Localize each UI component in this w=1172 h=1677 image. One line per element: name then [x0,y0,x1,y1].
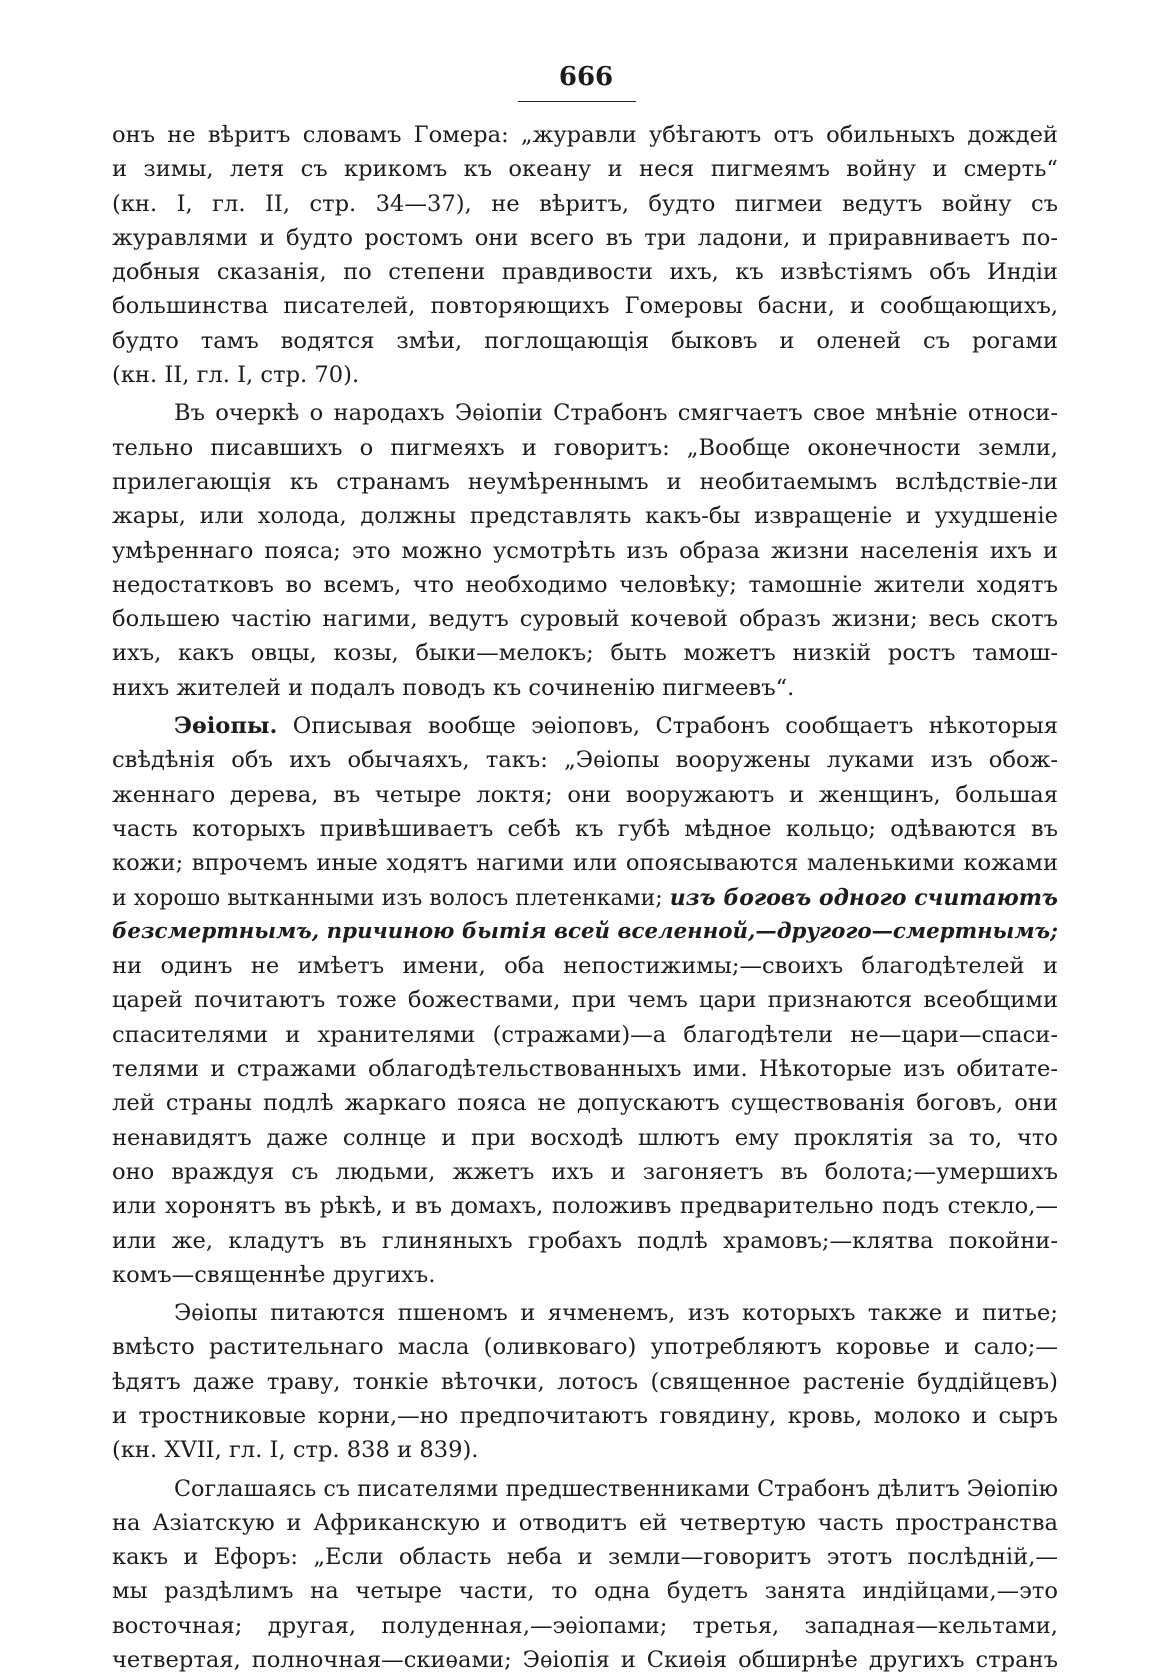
line-text: или хоронятъ въ рѣкѣ, и въ домахъ, положивъ предварительно подъ стекло,— [112,1193,1058,1220]
text-line [112,534,1058,568]
header-rule [518,101,636,102]
text-line [112,1052,1058,1086]
line-text: и тростниковые корни,—но предпочитаютъ говядину, кровь, молоко и сыръ [112,1402,1058,1429]
text-line [112,1258,1058,1292]
text-line [112,255,1058,289]
line-text: добныя сказанія, по степени правдивости ихъ, къ извѣстіямъ объ Индіи [112,259,1058,286]
body-text [112,118,1058,1677]
line-text: (кн. I, гл. II, стр. 34—37), не вѣритъ, будто пигмеи ведутъ войну съ [112,190,1058,217]
text-line [112,1574,1058,1608]
line-text: спасителями и хранителями (стражами)—а благодѣтели не—цари—спаси- [112,1021,1058,1048]
line-text: умѣреннаго пояса; это можно усмотрѣть изъ образа жизни населенія ихъ и [112,537,1058,564]
line-text: жары, или холода, должны представлять какъ-бы извращеніе и ухудшеніе [112,503,1058,530]
bold-heading: Эѳіопы. [174,713,278,740]
text-line [112,671,1058,705]
page-number: 666 [558,62,614,92]
line-text: или же, кладутъ въ глиняныхъ гробахъ подлѣ храмовъ;—клятва покойни- [112,1227,1058,1254]
line-text: четвертая, полночная—скиѳами; Эѳіопія и Скиѳія обширнѣе другихъ странъ [112,1647,1058,1674]
text-line [112,602,1058,636]
text-line [112,636,1058,670]
text-line [112,1506,1058,1540]
line-text: прилегающія къ странамъ неумѣреннымъ и необитаемымъ вслѣдствіе-ли [112,468,1058,495]
text-line [112,881,1058,915]
line-text: Эѳіопы питаются пшеномъ и ячменемъ, изъ которыхъ также и питье; [174,1300,1058,1327]
text-line [112,983,1058,1017]
line-text: Соглашаясь съ писателями предшественниками Страбонъ дѣлитъ Эѳіопію [174,1475,1058,1502]
text-line [112,846,1058,880]
line-text: журавлями и будто ростомъ они всего въ три ладони, и приравниваетъ по- [112,224,1058,251]
line-text: на Азіатскую и Африканскую и отводитъ ей четвертую часть пространства [112,1509,1058,1536]
text-line [112,949,1058,983]
text-line [112,1365,1058,1399]
emphasized-text: безсмертнымъ, причиною бытія всей вселенной,—другого—смертнымъ; [112,918,1058,944]
text-line [112,778,1058,812]
text-line [112,1609,1058,1643]
line-text: царей почитаютъ тоже божествами, при чемъ цари признаются всеобщими [112,987,1058,1014]
text-line [112,1086,1058,1120]
text-line [112,709,1058,743]
text-line [112,915,1058,949]
text-line [112,289,1058,323]
line-text: и зимы, летя съ крикомъ къ океану и неся пигмеямъ войну и смерть“ [112,156,1058,183]
line-text: ненавидятъ даже солнце и при восходѣ шлютъ ему проклятія за то, что [112,1124,1058,1151]
line-text: восточная; другая, полуденная,—эѳіопами; третья, западная—кельтами, [112,1612,1058,1639]
line-text: большинства писателей, повторяющихъ Гомеровы басни, и сообщающихъ, [112,293,1058,320]
emphasized-text: изъ боговъ одного считаютъ [669,884,1058,911]
line-text: комъ—священнѣе другихъ. [112,1261,436,1288]
line-text: вмѣсто растительнаго масла (оливковаго) употребляютъ коровье и сало;— [112,1334,1058,1361]
text-line [112,1330,1058,1364]
text-line [112,743,1058,777]
line-text: ни одинъ не имѣетъ имени, оба непостижимы;—своихъ благодѣтелей и [112,953,1058,980]
line-text: онъ не вѣритъ словамъ Гомера: „журавли убѣгаютъ отъ обильныхъ дождей [112,122,1058,148]
line-text: будто тамъ водятся змѣи, поглощающія быковъ и оленей съ рогами [112,327,1058,354]
line-text: недостатковъ во всемъ, что необходимо человѣку; тамошніе жители ходятъ [112,571,1058,598]
line-text: кожи; впрочемъ иные ходятъ нагими или опоясываются маленькими кожами [112,850,1058,877]
text-line [112,187,1058,221]
line-text: (кн. II, гл. I, стр. 70). [112,362,360,389]
text-line [112,1018,1058,1052]
text-line [112,1224,1058,1258]
text-line [112,465,1058,499]
line-text: часть которыхъ привѣшиваетъ себѣ къ губѣ мѣдное кольцо; одѣваются въ [112,815,1058,842]
line-text: женнаго дерева, въ четыре локтя; они вооружаютъ и женщинъ, большая [112,781,1058,808]
line-text: свѣдѣнія объ ихъ обычаяхъ, такъ: „Эѳіопы вооружены луками изъ обож- [112,747,1058,774]
line-text: мы раздѣлимъ на четыре части, то одна будетъ занята индійцами,—это [112,1578,1058,1605]
text-line [112,324,1058,358]
line-text: нихъ жителей и подалъ поводъ къ сочиненію пигмеевъ“. [112,674,795,701]
text-line [112,1540,1058,1574]
line-text: телями и стражами облагодѣтельствованныхъ ими. Нѣкоторые изъ обитате- [112,1056,1058,1083]
text-line [112,1472,1058,1506]
text-line [112,1296,1058,1330]
line-text: Въ очеркѣ о народахъ Эѳіопіи Страбонъ смягчаетъ свое мнѣніе относи- [174,400,1058,427]
line-text: лей страны подлѣ жаркаго пояса не допускаютъ существованія боговъ, они [112,1090,1058,1117]
line-text: Описывая вообще эѳіоповъ, Страбонъ сообщаетъ нѣкоторыя [277,713,1058,740]
text-line [112,1155,1058,1189]
text-line [112,396,1058,430]
text-line [112,118,1058,152]
text-line [112,1643,1058,1677]
line-text: оно враждуя съ людьми, жжетъ ихъ и загоняетъ въ болота;—умершихъ [112,1158,1058,1185]
text-line [112,568,1058,602]
line-text: ѣдятъ даже траву, тонкіе вѣточки, лотосъ (священное растеніе буддійцевъ) [112,1368,1058,1395]
text-line [112,221,1058,255]
text-line [112,431,1058,465]
line-text: и хорошо вытканными изъ волосъ плетенками; [112,885,670,911]
text-line [112,499,1058,533]
text-line [112,812,1058,846]
line-text: большею частію нагими, ведутъ суровый кочевой образъ жизни; весь скотъ [112,606,1058,633]
line-text: тельно писавшихъ о пигмеяхъ и говоритъ: „Вообще оконечности земли, [112,434,1058,461]
text-line [112,1399,1058,1433]
text-line [112,1121,1058,1155]
text-line [112,1433,1058,1467]
text-line [112,1189,1058,1223]
line-text: какъ и Ефоръ: „Если область неба и земли—говоритъ этотъ послѣдній,— [112,1544,1058,1571]
text-line [112,358,1058,392]
text-line [112,152,1058,186]
line-text: (кн. XVII, гл. I, стр. 838 и 839). [112,1437,479,1464]
line-text: ихъ, какъ овцы, козы, быки—мелокъ; быть можетъ низкій ростъ тамош- [112,640,1058,667]
